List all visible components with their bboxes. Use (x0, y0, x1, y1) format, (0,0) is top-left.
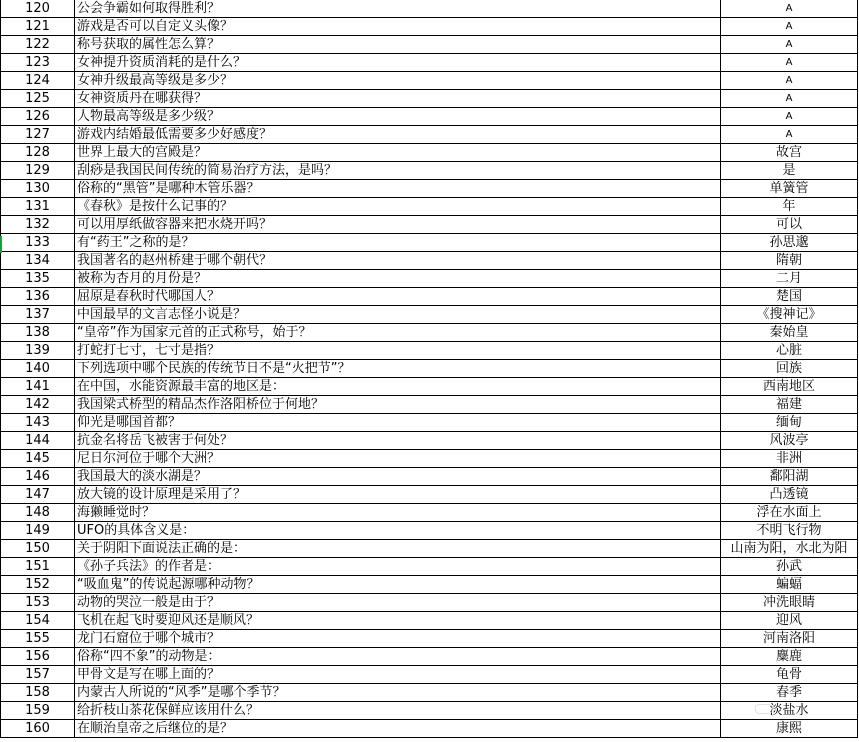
question-cell[interactable]: 女神提升资质消耗的是什么？ (75, 54, 721, 72)
row-number-cell[interactable]: 134 (1, 252, 75, 270)
question-cell[interactable]: 内蒙古人所说的“风季”是哪个季节？ (75, 684, 721, 702)
question-cell[interactable]: 公会争霸如何取得胜利？ (75, 0, 721, 18)
question-cell[interactable]: 我国最大的淡水湖是？ (75, 468, 721, 486)
row-number-cell[interactable]: 158 (1, 684, 75, 702)
answer-cell[interactable]: 可以 (721, 216, 858, 234)
row-number-cell[interactable]: 149 (1, 522, 75, 540)
answer-cell[interactable]: 凸透镜 (721, 486, 858, 504)
answer-cell[interactable]: 鄱阳湖 (721, 468, 858, 486)
table-row (1, 414, 858, 432)
answer-cell[interactable]: A (721, 108, 858, 126)
answer-cell[interactable]: 年 (721, 198, 858, 216)
row-number-cell[interactable]: 157 (1, 666, 75, 684)
answer-cell[interactable]: 心脏 (721, 342, 858, 360)
row-number-cell[interactable]: 144 (1, 432, 75, 450)
answer-cell[interactable]: 是 (721, 162, 858, 180)
question-cell[interactable]: 关于阴阳下面说法正确的是： (75, 540, 721, 558)
table-row (1, 324, 858, 342)
table-row (1, 72, 858, 90)
answer-cell[interactable]: 山南为阳，水北为阳 (721, 540, 858, 558)
question-cell[interactable]: 被称为杏月的月份是？ (75, 270, 721, 288)
table-row (1, 252, 858, 270)
question-cell[interactable]: 俗称的“黑管”是哪种木管乐器？ (75, 180, 721, 198)
answer-cell[interactable]: 康熙 (721, 720, 858, 738)
question-cell[interactable]: 龙门石窟位于哪个城市？ (75, 630, 721, 648)
answer-cell[interactable]: 秦始皇 (721, 324, 858, 342)
row-number-cell[interactable]: 154 (1, 612, 75, 630)
answer-cell[interactable]: A (721, 54, 858, 72)
question-cell[interactable]: 海獭睡觉时？ (75, 504, 721, 522)
table-row (1, 306, 858, 324)
table-row (1, 198, 858, 216)
row-number-cell[interactable]: 126 (1, 108, 75, 126)
question-cell[interactable]: 下列选项中哪个民族的传统节日不是“火把节”？ (75, 360, 721, 378)
table-row (1, 360, 858, 378)
answer-cell[interactable]: 淡盐水 (721, 702, 858, 720)
table-row (1, 144, 858, 162)
row-number-cell[interactable]: 143 (1, 414, 75, 432)
watermark-icon (755, 704, 773, 714)
answer-cell[interactable]: 二月 (721, 270, 858, 288)
answer-cell[interactable]: 风波亭 (721, 432, 858, 450)
table-row (1, 234, 858, 252)
row-number-cell[interactable]: 155 (1, 630, 75, 648)
row-number-cell[interactable]: 121 (1, 18, 75, 36)
table-row (1, 702, 858, 720)
row-number-cell[interactable]: 123 (1, 54, 75, 72)
question-cell[interactable]: 刮痧是我国民间传统的简易治疗方法，是吗？ (75, 162, 721, 180)
answer-cell[interactable]: A (721, 36, 858, 54)
row-number-cell[interactable]: 152 (1, 576, 75, 594)
answer-cell[interactable]: A (721, 90, 858, 108)
table-row (1, 432, 858, 450)
row-number-cell[interactable]: 150 (1, 540, 75, 558)
question-cell[interactable]: 人物最高等级是多少级？ (75, 108, 721, 126)
row-number-cell[interactable]: 135 (1, 270, 75, 288)
row-number-cell[interactable]: 120 (1, 0, 75, 18)
row-number-cell[interactable]: 148 (1, 504, 75, 522)
question-cell[interactable]: “皇帝”作为国家元首的正式称号，始于？ (75, 324, 721, 342)
answer-cell[interactable]: 故宫 (721, 144, 858, 162)
answer-cell[interactable]: 麋鹿 (721, 648, 858, 666)
question-cell[interactable]: 屈原是春秋时代哪国人？ (75, 288, 721, 306)
table-row (1, 54, 858, 72)
table-row (1, 468, 858, 486)
row-number-cell[interactable]: 130 (1, 180, 75, 198)
question-cell[interactable]: 游戏内结婚最低需要多少好感度？ (75, 126, 721, 144)
question-cell[interactable]: 抗金名将岳飞被害于何处？ (75, 432, 721, 450)
answer-cell[interactable]: 不明飞行物 (721, 522, 858, 540)
table-row (1, 288, 858, 306)
row-number-cell[interactable]: 139 (1, 342, 75, 360)
answer-cell[interactable]: 冲洗眼睛 (721, 594, 858, 612)
answer-cell[interactable]: 蝙蝠 (721, 576, 858, 594)
row-number-cell[interactable]: 124 (1, 72, 75, 90)
table-row (1, 270, 858, 288)
row-number-cell[interactable]: 156 (1, 648, 75, 666)
table-row (1, 126, 858, 144)
answer-cell[interactable]: 福建 (721, 396, 858, 414)
row-number-cell[interactable]: 129 (1, 162, 75, 180)
table-row (1, 396, 858, 414)
active-row-marker (0, 236, 2, 253)
question-cell[interactable]: 世界上最大的宫殿是？ (75, 144, 721, 162)
answer-cell[interactable]: 孙武 (721, 558, 858, 576)
table-row (1, 0, 858, 18)
table-row (1, 108, 858, 126)
row-number-cell[interactable]: 153 (1, 594, 75, 612)
row-number-cell[interactable]: 125 (1, 90, 75, 108)
question-cell[interactable]: 《春秋》是按什么记事的？ (75, 198, 721, 216)
question-cell[interactable]: UFO的具体含义是： (75, 522, 721, 540)
row-number-cell[interactable]: 131 (1, 198, 75, 216)
sheet-body (1, 0, 858, 738)
row-number-cell[interactable]: 122 (1, 36, 75, 54)
answer-cell[interactable]: 孙思邈 (721, 234, 858, 252)
answer-cell[interactable]: A (721, 126, 858, 144)
row-number-cell[interactable]: 159 (1, 702, 75, 720)
question-cell[interactable]: 放大镜的设计原理是采用了？ (75, 486, 721, 504)
question-cell[interactable]: 仰光是哪国首都？ (75, 414, 721, 432)
row-number-cell[interactable]: 127 (1, 126, 75, 144)
table-row (1, 504, 858, 522)
table-row (1, 450, 858, 468)
answer-cell[interactable]: A (721, 18, 858, 36)
answer-cell[interactable]: 春季 (721, 684, 858, 702)
table-row (1, 648, 858, 666)
table-row (1, 558, 858, 576)
question-cell[interactable]: 《孙子兵法》的作者是： (75, 558, 721, 576)
question-cell[interactable]: 女神升级最高等级是多少？ (75, 72, 721, 90)
table-row (1, 594, 858, 612)
table-row (1, 18, 858, 36)
question-cell[interactable]: 动物的哭泣一般是由于？ (75, 594, 721, 612)
answer-cell[interactable]: 回族 (721, 360, 858, 378)
answer-cell[interactable]: 浮在水面上 (721, 504, 858, 522)
answer-cell[interactable]: 隋朝 (721, 252, 858, 270)
table-row (1, 378, 858, 396)
answer-cell[interactable]: 西南地区 (721, 378, 858, 396)
row-number-cell[interactable]: 151 (1, 558, 75, 576)
answer-cell[interactable]: 缅甸 (721, 414, 858, 432)
table-row (1, 90, 858, 108)
answer-cell[interactable]: A (721, 72, 858, 90)
answer-cell[interactable]: A (721, 0, 858, 18)
answer-cell[interactable]: 《搜神记》 (721, 306, 858, 324)
answer-cell[interactable]: 河南洛阳 (721, 630, 858, 648)
question-cell[interactable]: 在顺治皇帝之后继位的是？ (75, 720, 721, 738)
question-cell[interactable]: 给折枝山茶花保鲜应该用什么？ (75, 702, 721, 720)
question-cell[interactable]: 在中国，水能资源最丰富的地区是： (75, 378, 721, 396)
question-cell[interactable]: 我国著名的赵州桥建于哪个朝代？ (75, 252, 721, 270)
question-cell[interactable]: 打蛇打七寸，七寸是指？ (75, 342, 721, 360)
answer-cell[interactable]: 龟骨 (721, 666, 858, 684)
question-cell[interactable]: 甲骨文是写在哪上面的？ (75, 666, 721, 684)
answer-cell[interactable]: 单簧管 (721, 180, 858, 198)
table-row (1, 630, 858, 648)
question-cell[interactable]: “吸血鬼”的传说起源哪种动物？ (75, 576, 721, 594)
table-row (1, 162, 858, 180)
row-number-cell[interactable]: 140 (1, 360, 75, 378)
answer-cell[interactable]: 迎风 (721, 612, 858, 630)
table-row (1, 576, 858, 594)
row-number-cell[interactable]: 128 (1, 144, 75, 162)
question-cell[interactable]: 尼日尔河位于哪个大洲？ (75, 450, 721, 468)
answer-cell[interactable]: 非洲 (721, 450, 858, 468)
question-cell[interactable]: 俗称“四不象”的动物是： (75, 648, 721, 666)
table-row (1, 720, 858, 738)
table-row (1, 522, 858, 540)
table-row (1, 540, 858, 558)
row-number-cell[interactable]: 137 (1, 306, 75, 324)
table-row (1, 612, 858, 630)
question-cell[interactable]: 女神资质丹在哪获得？ (75, 90, 721, 108)
row-number-cell[interactable]: 145 (1, 450, 75, 468)
row-number-cell[interactable]: 136 (1, 288, 75, 306)
row-number-cell[interactable]: 133 (1, 234, 75, 252)
row-number-cell[interactable]: 141 (1, 378, 75, 396)
question-cell[interactable]: 可以用厚纸做容器来把水烧开吗？ (75, 216, 721, 234)
table-row (1, 36, 858, 54)
row-number-cell[interactable]: 138 (1, 324, 75, 342)
row-number-cell[interactable]: 142 (1, 396, 75, 414)
question-cell[interactable]: 称号获取的属性怎么算？ (75, 36, 721, 54)
row-number-cell[interactable]: 146 (1, 468, 75, 486)
question-cell[interactable]: 飞机在起飞时要迎风还是顺风？ (75, 612, 721, 630)
question-cell[interactable]: 中国最早的文言志怪小说是？ (75, 306, 721, 324)
answer-cell[interactable]: 楚国 (721, 288, 858, 306)
row-number-cell[interactable]: 147 (1, 486, 75, 504)
table-row (1, 180, 858, 198)
table-row (1, 486, 858, 504)
table-row (1, 216, 858, 234)
table-row (1, 684, 858, 702)
row-number-cell[interactable]: 132 (1, 216, 75, 234)
question-cell[interactable]: 有“药王”之称的是？ (75, 234, 721, 252)
row-number-cell[interactable]: 160 (1, 720, 75, 738)
question-cell[interactable]: 我国梁式桥型的精品杰作洛阳桥位于何地？ (75, 396, 721, 414)
question-cell[interactable]: 游戏是否可以自定义头像？ (75, 18, 721, 36)
table-row (1, 666, 858, 684)
table-row (1, 342, 858, 360)
